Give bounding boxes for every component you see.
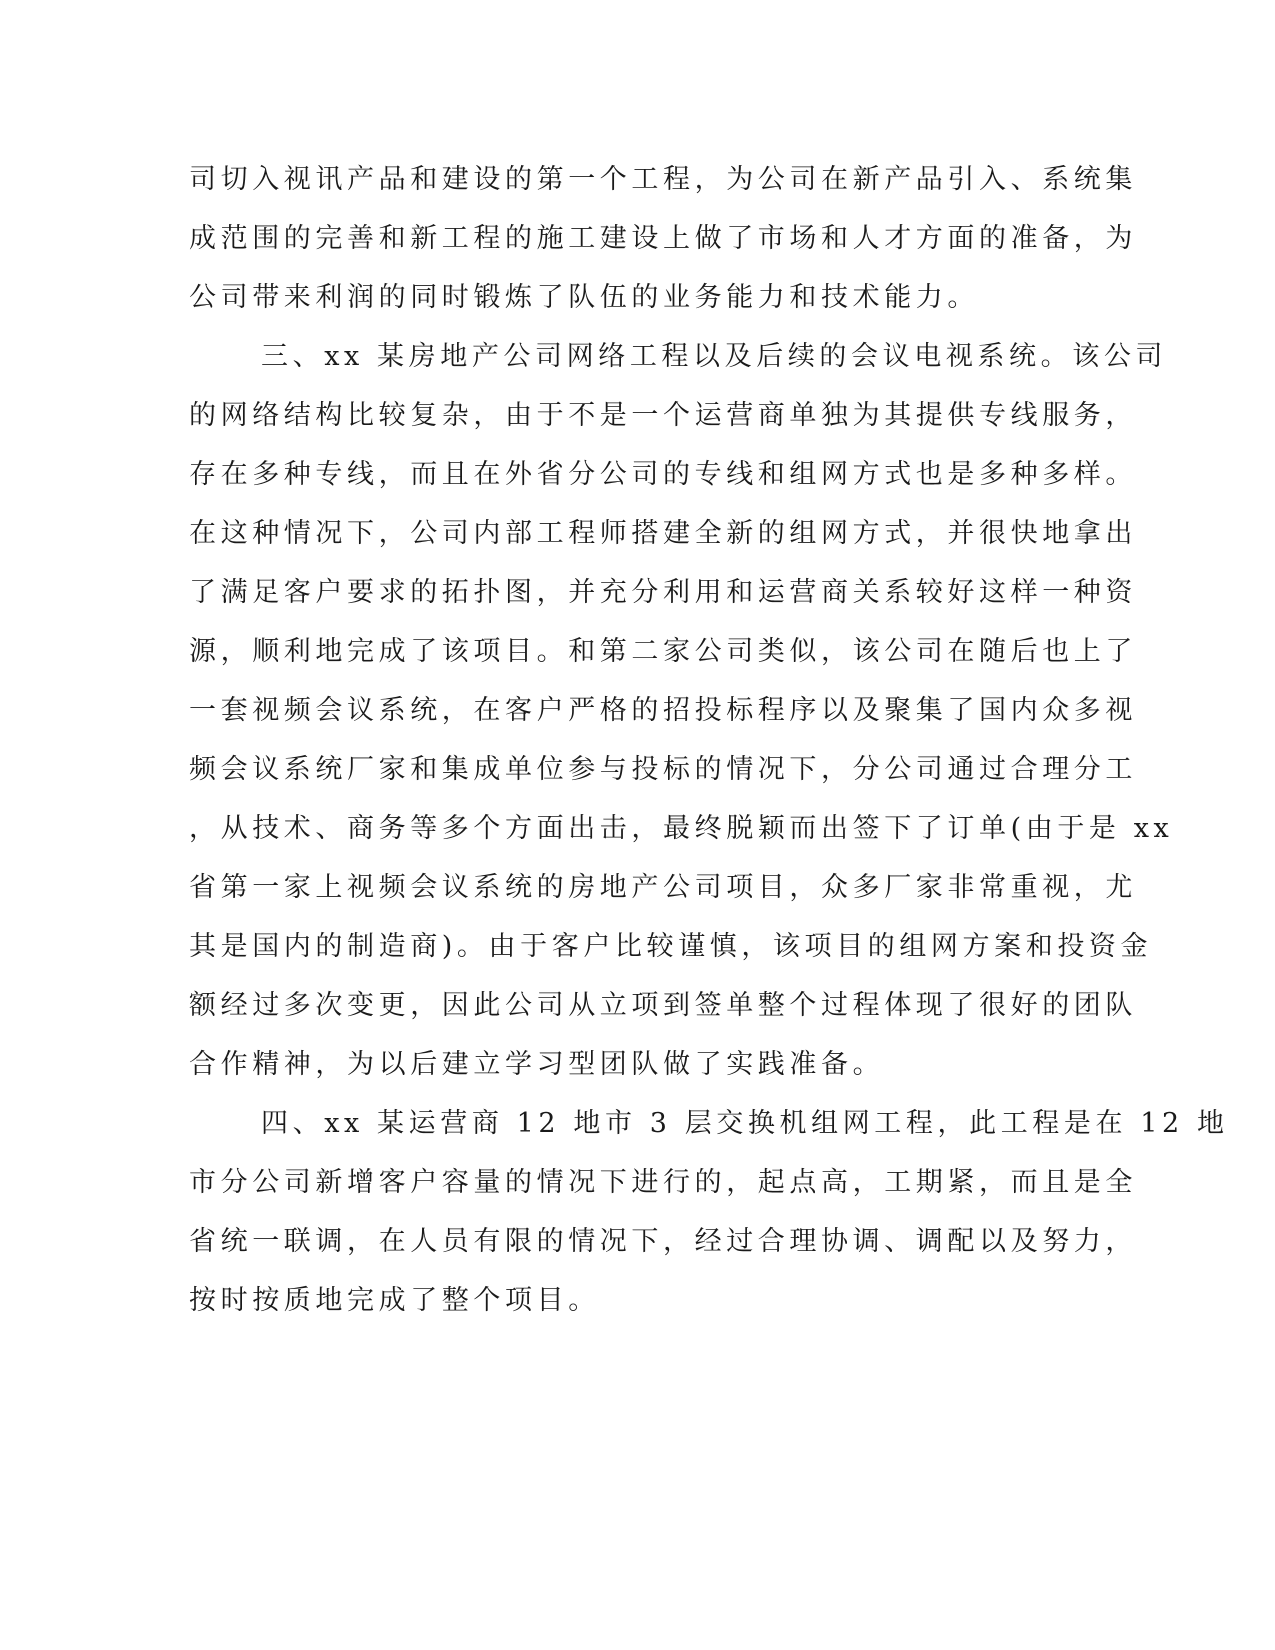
text-line: 省统一联调，在人员有限的情况下，经过合理协调、调配以及努力， bbox=[189, 1226, 1137, 1257]
text-line: 存在多种专线，而且在外省分公司的专线和组网方式也是多种多样。 bbox=[189, 459, 1137, 490]
text-line: 一套视频会议系统，在客户严格的招投标程序以及聚集了国内众多视 bbox=[189, 695, 1137, 726]
text-line: 在这种情况下，公司内部工程师搭建全新的组网方式，并很快地拿出 bbox=[189, 518, 1137, 549]
text-line: 其是国内的制造商)。由于客户比较谨慎，该项目的组网方案和投资金 bbox=[189, 931, 1153, 962]
text-line: 源，顺利地完成了该项目。和第二家公司类似，该公司在随后也上了 bbox=[189, 636, 1137, 667]
text-line: 公司带来利润的同时锻炼了队伍的业务能力和技术能力。 bbox=[189, 282, 979, 313]
text-line: 成范围的完善和新工程的施工建设上做了市场和人才方面的准备，为 bbox=[189, 223, 1137, 254]
text-line: 的网络结构比较复杂，由于不是一个运营商单独为其提供专线服务， bbox=[189, 400, 1137, 431]
text-line: 司切入视讯产品和建设的第一个工程，为公司在新产品引入、系统集 bbox=[189, 164, 1137, 195]
text-line: ，从技术、商务等多个方面出击，最终脱颖而出签下了订单(由于是 xx bbox=[189, 813, 1174, 844]
text-line: 省第一家上视频会议系统的房地产公司项目，众多厂家非常重视，尤 bbox=[189, 872, 1137, 903]
paragraph-start-line: 三、xx 某房地产公司网络工程以及后续的会议电视系统。该公司 bbox=[261, 341, 1168, 372]
text-line: 合作精神，为以后建立学习型团队做了实践准备。 bbox=[189, 1049, 885, 1080]
text-line: 按时按质地完成了整个项目。 bbox=[189, 1285, 600, 1316]
paragraph-start-line: 四、xx 某运营商 12 地市 3 层交换机组网工程，此工程是在 12 地 bbox=[261, 1108, 1229, 1139]
text-line: 额经过多次变更，因此公司从立项到签单整个过程体现了很好的团队 bbox=[189, 990, 1137, 1021]
text-line: 了满足客户要求的拓扑图，并充分利用和运营商关系较好这样一种资 bbox=[189, 577, 1137, 608]
text-line: 市分公司新增客户容量的情况下进行的，起点高，工期紧，而且是全 bbox=[189, 1167, 1137, 1198]
text-line: 频会议系统厂家和集成单位参与投标的情况下，分公司通过合理分工 bbox=[189, 754, 1137, 785]
